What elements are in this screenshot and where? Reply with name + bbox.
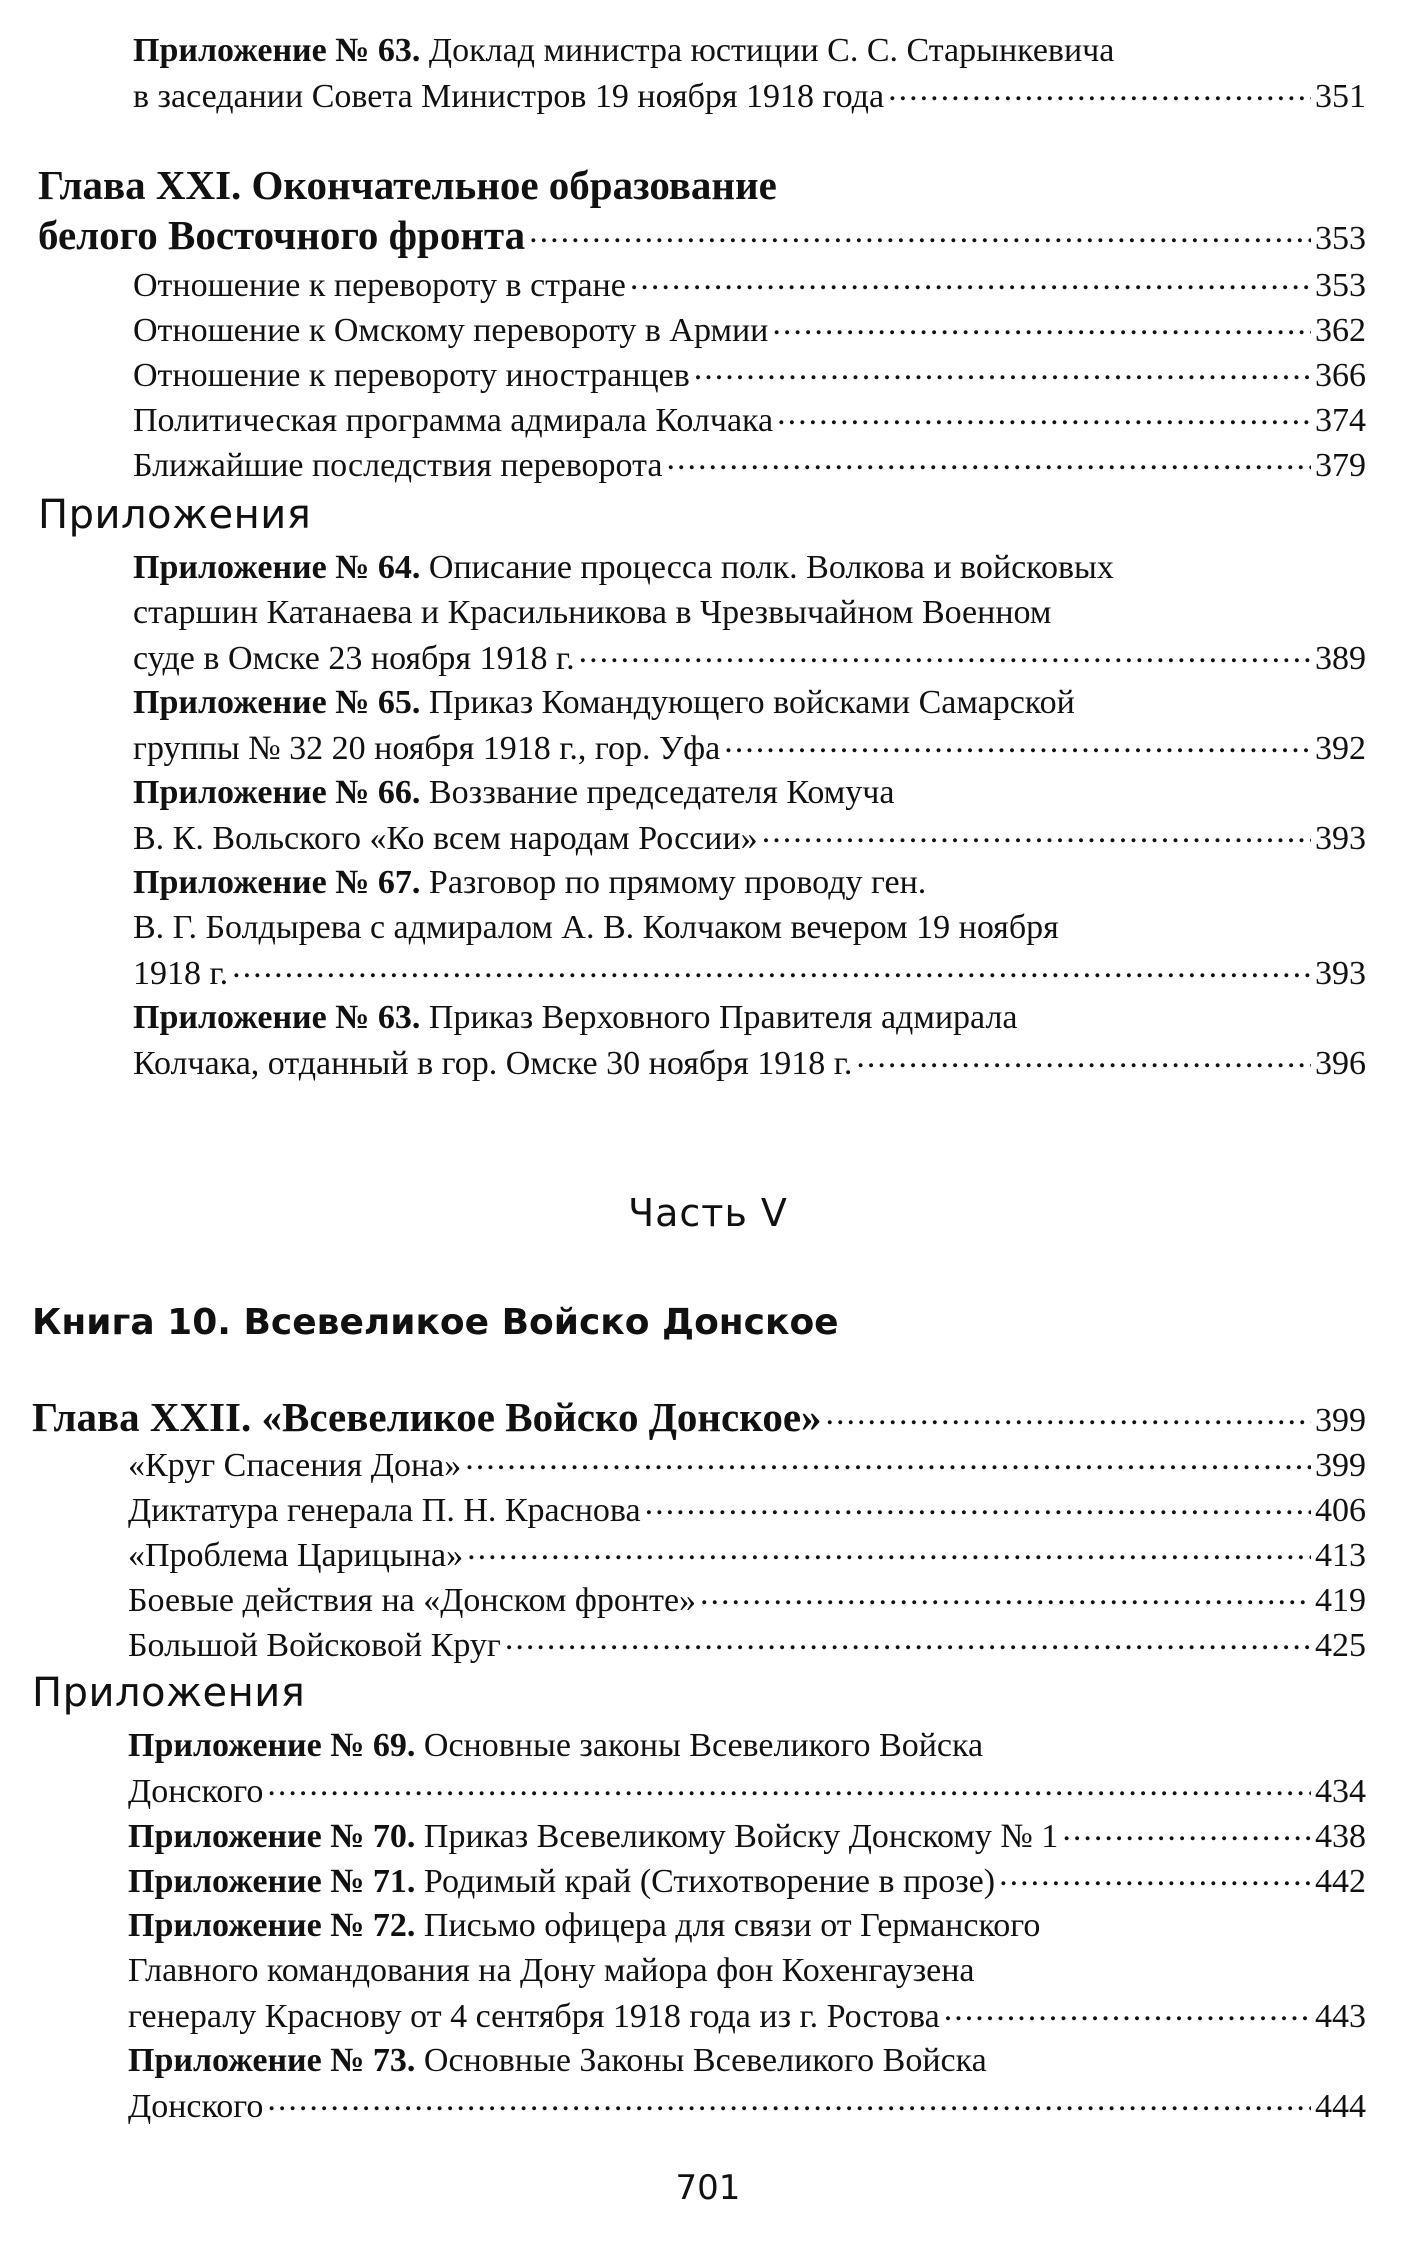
toc-entry-line [133, 590, 1366, 635]
toc-entry-line [128, 1768, 1366, 1813]
toc-section[interactable] [133, 442, 1366, 487]
toc-entry-line [133, 950, 1366, 995]
leader-dots [529, 215, 1311, 249]
leader-dots [232, 950, 1311, 984]
leader-dots [1062, 1813, 1311, 1847]
appendix-label: Приложение № 71. [128, 1863, 416, 1900]
chapter-title-line [38, 210, 1366, 260]
toc-entry-line [133, 770, 1366, 815]
appendix-text: Донского [128, 2088, 264, 2125]
section-title: Ближайшие последствия переворота [133, 447, 663, 484]
leader-dots [777, 397, 1311, 431]
section-title: Политическая программа адмирала Колчака [133, 402, 774, 439]
page-ref: 444 [1315, 2088, 1366, 2125]
toc-appendix-69[interactable] [128, 1723, 1366, 1813]
page-ref: 362 [1315, 312, 1366, 349]
toc-entry-line [133, 905, 1366, 950]
toc-section[interactable] [128, 1532, 1366, 1577]
appendix-text: В. К. Вольского «Ко всем народам России» [133, 820, 758, 857]
page-ref: 389 [1315, 640, 1366, 677]
part-title: Часть V [628, 1191, 788, 1235]
page-ref: 396 [1315, 1045, 1366, 1082]
toc-entry-line [133, 725, 1366, 770]
appendix-text: Приказ Верховного Правителя адмирала [428, 999, 1018, 1036]
toc-section[interactable] [133, 397, 1366, 442]
chapter-title-line [38, 160, 1366, 210]
appendices-heading: Приложения [38, 492, 312, 538]
toc-entry-line [128, 2038, 1366, 2083]
appendix-label: Приложение № 64. [133, 549, 421, 586]
toc-appendix-70[interactable] [128, 1813, 1366, 1858]
leader-dots [579, 635, 1311, 669]
leader-dots [645, 1487, 1311, 1521]
appendix-text: Приказ Командующего войсками Самарской [428, 684, 1075, 721]
toc-section[interactable] [128, 1622, 1366, 1667]
chapter-title: Глава XXI. Окончательное образование [38, 162, 777, 208]
leader-dots [700, 1577, 1311, 1611]
section-title: «Круг Спасения Дона» [128, 1447, 462, 1484]
leader-dots [856, 1040, 1311, 1074]
appendix-text: группы № 32 20 ноября 1918 г., гор. Уфа [133, 730, 721, 767]
toc-appendix-63-order[interactable] [133, 995, 1366, 1085]
section-title: Боевые действия на «Донском фронте» [128, 1582, 697, 1619]
chapter-21-sections [133, 262, 1366, 487]
appendix-text: старшин Катанаева и Красильникова в Чрезвычайном Военном [133, 594, 1052, 631]
toc-section[interactable] [128, 1442, 1366, 1487]
appendix-text: Разговор по прямому проводу ген. [428, 864, 927, 901]
toc-appendix-72[interactable] [128, 1903, 1366, 2038]
page-ref: 419 [1315, 1582, 1366, 1619]
appendix-text: суде в Омске 23 ноября 1918 г. [133, 640, 575, 677]
leader-dots [772, 307, 1311, 341]
leader-dots [999, 1858, 1311, 1892]
page-ref: 353 [1315, 220, 1366, 257]
toc-appendix-66[interactable] [133, 770, 1366, 860]
chapter-title: белого Восточного фронта [38, 212, 526, 258]
appendix-text: Основные Законы Всевеликого Войска [423, 2042, 987, 2079]
leader-dots [826, 1397, 1311, 1431]
appendix-label: Приложение № 73. [128, 2042, 416, 2079]
toc-entry-line [133, 1040, 1366, 1085]
appendix-text: Приказ Всевеликому Войску Донскому № 1 [423, 1818, 1059, 1855]
appendix-text: Доклад министра юстиции С. С. Старынкевича [428, 32, 1115, 69]
toc-section[interactable] [128, 1487, 1366, 1532]
toc-entry-line [133, 995, 1366, 1040]
toc-entry-line [133, 860, 1366, 905]
toc-entry-line [133, 815, 1366, 860]
appendix-label: Приложение № 65. [133, 684, 421, 721]
page-ref: 413 [1315, 1537, 1366, 1574]
toc-chapter-22[interactable] [32, 1392, 1366, 1442]
toc-appendix-65[interactable] [133, 680, 1366, 770]
leader-dots [724, 725, 1311, 759]
toc-entry-line [128, 1948, 1366, 1993]
toc-chapter-21[interactable] [38, 160, 1366, 260]
leader-dots [267, 1768, 1311, 1802]
page-ref: 399 [1315, 1447, 1366, 1484]
toc-entry-appendix-63[interactable] [133, 28, 1366, 118]
page-ref: 434 [1315, 1773, 1366, 1810]
appendices-heading: Приложения [32, 1670, 306, 1716]
toc-section[interactable] [133, 262, 1366, 307]
section-title: Отношение к перевороту иностранцев [133, 357, 690, 394]
leader-dots [505, 1622, 1311, 1656]
toc-entry-line [133, 73, 1366, 118]
page-ref: 399 [1315, 1402, 1366, 1439]
appendix-label: Приложение № 63. [133, 32, 421, 69]
toc-entry-line [128, 2083, 1366, 2128]
toc-appendix-67[interactable] [133, 860, 1366, 995]
appendix-text: генералу Краснову от 4 сентября 1918 года из г. Ростова [128, 1998, 940, 2035]
toc-entry-line [133, 28, 1366, 73]
toc-section[interactable] [133, 352, 1366, 397]
chapter-21-appendices [133, 545, 1366, 1085]
page-ref: 374 [1315, 402, 1366, 439]
page-ref: 351 [1315, 78, 1366, 115]
toc-section[interactable] [128, 1577, 1366, 1622]
appendix-text: Основные законы Всевеликого Войска [423, 1727, 984, 1764]
section-title: Отношение к Омскому перевороту в Армии [133, 312, 769, 349]
page-ref: 392 [1315, 730, 1366, 767]
appendix-label: Приложение № 66. [133, 774, 421, 811]
toc-section[interactable] [133, 307, 1366, 352]
toc-entry-line [128, 1813, 1366, 1858]
toc-entry-line [133, 545, 1366, 590]
chapter-title: Глава XXII. «Всевеликое Войско Донское» [32, 1394, 822, 1440]
leader-dots [666, 442, 1311, 476]
page-ref: 366 [1315, 357, 1366, 394]
appendix-label: Приложение № 70. [128, 1818, 416, 1855]
page-ref: 393 [1315, 820, 1366, 857]
page-ref: 425 [1315, 1627, 1366, 1664]
page-ref: 406 [1315, 1492, 1366, 1529]
page-ref: 379 [1315, 447, 1366, 484]
page-ref: 443 [1315, 1998, 1366, 2035]
appendix-text: в заседании Совета Министров 19 ноября 1918 года [133, 78, 885, 115]
chapter-22-appendices [128, 1723, 1366, 2128]
toc-entry-line [128, 1903, 1366, 1948]
toc-entry-line [133, 680, 1366, 725]
leader-dots [888, 73, 1311, 107]
appendix-text: Письмо офицера для связи от Германского [423, 1907, 1041, 1944]
toc-entry-line [128, 1723, 1366, 1768]
leader-dots [694, 352, 1311, 386]
appendix-label: Приложение № 63. [133, 999, 421, 1036]
leader-dots [267, 2083, 1311, 2117]
appendix-label: Приложение № 69. [128, 1727, 416, 1764]
leader-dots [467, 1532, 1311, 1566]
appendix-text: Колчака, отданный в гор. Омске 30 ноября 1918 г. [133, 1045, 853, 1082]
appendix-text: В. Г. Болдырева с адмиралом А. В. Колчаком вечером 19 ноября [133, 909, 1059, 946]
toc-appendix-71[interactable] [128, 1858, 1366, 1903]
toc-entry-line [133, 635, 1366, 680]
page-ref: 442 [1315, 1863, 1366, 1900]
appendix-label: Приложение № 67. [133, 864, 421, 901]
page-ref: 393 [1315, 955, 1366, 992]
page-number: 701 [675, 2168, 741, 2208]
appendix-text: Донского [128, 1773, 264, 1810]
section-title: Диктатура генерала П. Н. Краснова [128, 1492, 641, 1529]
appendix-label: Приложение № 72. [128, 1907, 416, 1944]
book-title[interactable]: Книга 10. Всевеликое Войско Донское [32, 1302, 839, 1343]
toc-appendix-73[interactable] [128, 2038, 1366, 2128]
page-ref: 353 [1315, 267, 1366, 304]
leader-dots [944, 1993, 1311, 2027]
toc-entry-line [128, 1993, 1366, 2038]
chapter-22-sections [128, 1442, 1366, 1667]
appendix-text: Родимый край (Стихотворение в прозе) [423, 1863, 996, 1900]
section-title: Отношение к перевороту в стране [133, 267, 626, 304]
page-ref: 438 [1315, 1818, 1366, 1855]
appendix-text: Главного командования на Дону майора фон Кохенгаузена [128, 1952, 975, 1989]
appendix-text: Воззвание председателя Комуча [428, 774, 895, 811]
leader-dots [762, 815, 1311, 849]
section-title: Большой Войсковой Круг [128, 1627, 501, 1664]
appendix-text: Описание процесса полк. Волкова и войсковых [428, 549, 1114, 586]
appendix-text: 1918 г. [133, 955, 229, 992]
leader-dots [465, 1442, 1311, 1476]
leader-dots [630, 262, 1311, 296]
toc-entry-line [128, 1858, 1366, 1903]
toc-appendix-64[interactable] [133, 545, 1366, 680]
chapter-title-line [32, 1392, 1366, 1442]
section-title: «Проблема Царицына» [128, 1537, 464, 1574]
